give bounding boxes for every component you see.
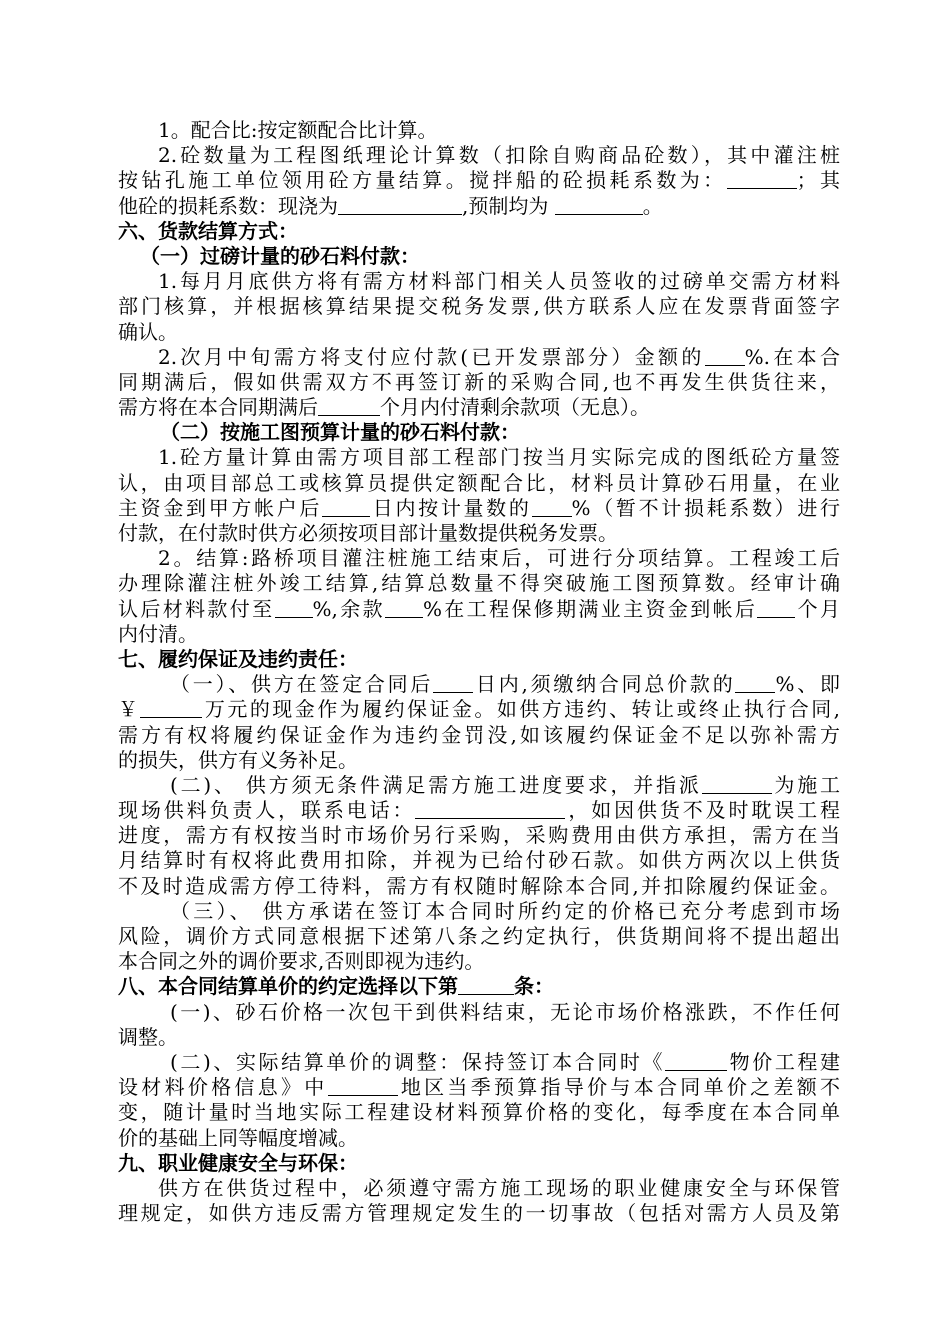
text-segment: 他砼的损耗系数：现浇为: [118, 193, 338, 218]
text-segment: 主资金到甲方帐户后: [118, 495, 323, 520]
text-line: 调整。: [118, 1024, 178, 1049]
text-segment: (二)、 供方须无条件满足需方施工进度要求，并指派: [170, 772, 702, 797]
blank-fill-line[interactable]: [727, 169, 797, 189]
text-line: （一）过磅计量的砂石料付款：: [140, 243, 420, 268]
text-line: [118, 597, 840, 622]
blank-fill-line[interactable]: [328, 1076, 398, 1096]
text-segment: 日内,须缴纳合同总价款的: [473, 672, 736, 697]
text-line: [118, 395, 840, 420]
text-line: 部门核算，并根据核算结果提交税务发票,供方联系人应在发票背面签字: [118, 294, 840, 319]
document-page: [118, 118, 840, 1226]
blank-fill-line[interactable]: [433, 673, 473, 693]
text-line: 内付清。: [118, 621, 198, 646]
text-segment: ，如因供货不及时耽误工程: [565, 798, 841, 823]
text-line: 2。结算:路桥项目灌注桩施工结束后，可进行分项结算。工程竣工后: [158, 546, 840, 571]
text-line: 供方在供货过程中，必须遵守需方施工现场的职业健康安全与环保管: [158, 1175, 840, 1200]
text-line: 同期满后，假如供需双方不再签订新的采购合同,也不再发生供货往来，: [118, 369, 840, 394]
text-line: [118, 974, 840, 999]
text-segment: （一）、供方在签定合同后: [170, 672, 434, 697]
text-line: (一)、砂石价格一次包干到供料结束，无论市场价格涨跌，不作任何: [170, 999, 840, 1024]
text-line: [118, 168, 840, 193]
text-segment: 日内按计量数的: [370, 495, 532, 520]
blank-fill-line[interactable]: [735, 673, 775, 693]
blank-fill-line[interactable]: [555, 195, 643, 215]
blank-fill-line[interactable]: [458, 975, 514, 995]
text-line: 1。配合比:按定额配合比计算。: [158, 118, 438, 142]
text-line: [118, 1075, 840, 1100]
text-segment: 需方将在本合同期满后: [118, 395, 318, 420]
blank-fill-line[interactable]: [705, 346, 745, 366]
blank-fill-line[interactable]: [665, 1051, 727, 1071]
text-segment: ￥: [118, 697, 141, 722]
text-segment: (二)、实际结算单价的调整：保持签订本合同时《: [170, 1049, 666, 1074]
blank-fill-line[interactable]: [318, 396, 380, 416]
text-line: [118, 773, 840, 798]
text-line: 不及时造成需方停工待料，需方有权随时解除本合同,并扣除履约保证金。: [118, 873, 840, 898]
text-line: 月结算时有权将此费用扣除，并视为已给付砂石款。如供方两次以上供货: [118, 848, 840, 873]
text-segment: %,余款: [312, 596, 385, 621]
text-line: 认，由项目部总工或核算员提供定额配合比，材料员计算砂石用量，在业: [118, 470, 840, 495]
text-line: 风险，调价方式同意根据下述第八条之约定执行，供货期间将不提出超出: [118, 924, 840, 948]
blank-fill-line[interactable]: [415, 799, 565, 819]
text-segment: 个月内付清剩余款项（无息）。: [380, 395, 650, 420]
text-line: 的损失，供方有义务补足。: [118, 747, 358, 772]
text-segment: 现场供料负责人，联系电话：: [118, 798, 416, 823]
text-segment: 物价工程建: [727, 1049, 841, 1074]
text-line: 需方有权将履约保证金作为违约金罚没,如该履约保证金不足以弥补需方: [118, 722, 840, 747]
text-line: [118, 194, 840, 219]
text-line: [118, 496, 840, 521]
text-segment: 个月: [795, 596, 840, 621]
text-segment: 地区当季预算指导价与本合同单价之差额不: [397, 1075, 841, 1100]
text-segment: 认后材料款付至: [118, 596, 275, 621]
text-segment: %在工程保修期满业主资金到帐后: [422, 596, 758, 621]
text-line: 变，随计量时当地实际工程建设材料预算价格的变化，每季度在本合同单: [118, 1100, 840, 1125]
text-line: （三）、 供方承诺在签订本合同时所约定的价格已充分考虑到市场: [170, 898, 840, 923]
text-line: 1.砼方量计算由需方项目部工程部门按当月实际完成的图纸砼方量签: [158, 445, 840, 470]
text-segment: 2.次月中旬需方将支付应付款(已开发票部分）金额的: [158, 344, 705, 369]
text-line: 九、职业健康安全与环保：: [118, 1150, 358, 1175]
text-line: 付款，在付款时供方必须按项目部计量数提供税务发票。: [118, 521, 618, 545]
blank-fill-line[interactable]: [275, 598, 313, 618]
blank-fill-line[interactable]: [385, 598, 423, 618]
text-line: 六、货款结算方式：: [118, 218, 298, 243]
text-line: [118, 697, 840, 722]
blank-fill-line[interactable]: [702, 774, 772, 794]
text-line: 2.砼数量为工程图纸理论计算数（扣除自购商品砼数），其中灌注桩: [158, 143, 840, 168]
text-line: 1.每月月底供方将有需方材料部门相关人员签收的过磅单交需方材料: [158, 269, 840, 294]
text-line: [118, 798, 840, 823]
text-segment: ；其: [796, 168, 841, 193]
text-line: （二）按施工图预算计量的砂石料付款：: [160, 420, 520, 445]
text-segment: ,预制均为: [462, 193, 555, 218]
text-line: 确认。: [118, 319, 178, 344]
text-segment: 八、本合同结算单价的约定选择以下第: [118, 974, 458, 999]
text-segment: 为施工: [771, 772, 841, 797]
text-line: 理规定，如供方违反需方管理规定发生的一切事故（包括对需方人员及第: [118, 1201, 840, 1226]
blank-fill-line[interactable]: [338, 195, 462, 215]
text-segment: 设材料价格信息》中: [118, 1075, 328, 1100]
text-line: 价的基础上同等幅度增减。: [118, 1125, 358, 1150]
text-line: 七、履约保证及违约责任：: [118, 646, 358, 671]
text-segment: %、即: [775, 672, 841, 697]
text-line: [118, 672, 840, 697]
text-segment: 万元的现金作为履约保证金。如供方违约、转让或终止执行合同,: [202, 697, 841, 722]
blank-fill-line[interactable]: [532, 497, 572, 517]
blank-fill-line[interactable]: [140, 698, 202, 718]
text-line: [118, 1050, 840, 1075]
text-line: 进度，需方有权按当时市场价另行采购，采购费用由供方承担，需方在当: [118, 823, 840, 848]
text-segment: 条：: [514, 974, 554, 999]
text-segment: 按钻孔施工单位领用砼方量结算。搅拌船的砼损耗系数为：: [118, 168, 727, 193]
text-line: 办理除灌注桩外竣工结算,结算总数量不得突破施工图预算数。经审计确: [118, 571, 840, 596]
blank-fill-line[interactable]: [757, 598, 795, 618]
text-line: [118, 345, 840, 370]
text-segment: %.在本合: [744, 344, 840, 369]
text-segment: %（暂不计损耗系数）进行: [571, 495, 841, 520]
text-segment: 。: [642, 193, 663, 218]
text-line: 本合同之外的调价要求,否则即视为违约。: [118, 949, 485, 974]
blank-fill-line[interactable]: [322, 497, 370, 517]
